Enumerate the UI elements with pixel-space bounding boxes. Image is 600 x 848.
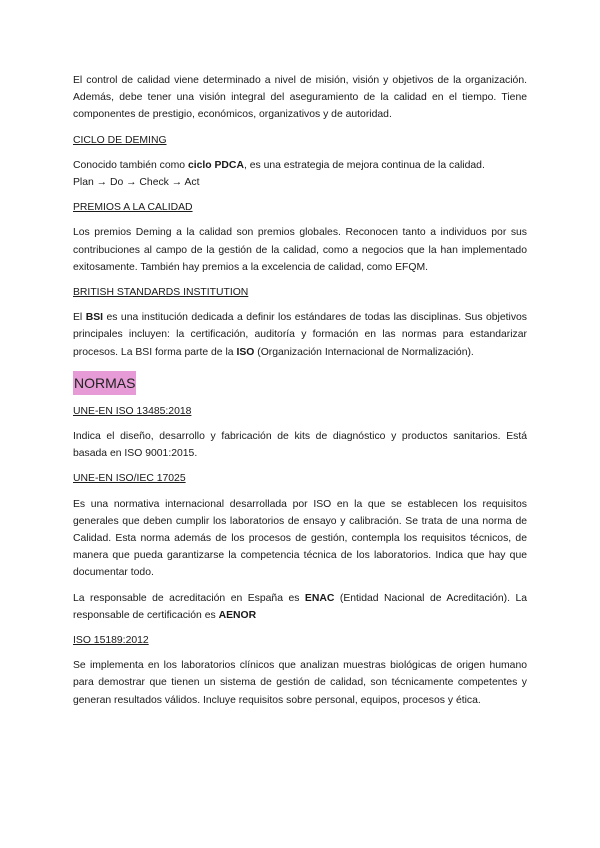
deming-paragraph: [73, 157, 527, 174]
iso-15189-paragraph: Se implementa en los laboratorios clínicos que analizan muestras biológicas de origen humano para demostrar que tienen un sistema de gestión de calidad, son técnicamente competentes y generan resultados válidos. Incluye requisitos sobre personal, equipos, procesos y ética.: [73, 660, 527, 706]
deming-text-before: Conocido también como: [73, 159, 188, 171]
acc-text-2: (Entidad Nacional de Acreditación). La responsable de certificación es: [73, 592, 527, 621]
normas-title-wrap: [73, 371, 527, 395]
bsi-bold-bsi: BSI: [85, 312, 104, 324]
bsi-paragraph: [73, 309, 527, 361]
iso-13485-paragraph: Indica el diseño, desarrollo y fabricación de kits de diagnóstico y productos sanitarios. Está basada en ISO 9001:2015.: [73, 431, 527, 460]
deming-bold-pdca: ciclo PDCA: [187, 159, 244, 171]
bsi-text-2: es una institución dedicada a definir los estándares de todas las disciplinas. Sus objetivos principales incluyen: la certificación, auditoría y formación en las normas para estandarizar procesos. La BSI forma parte de la: [73, 312, 527, 358]
premios-paragraph: Los premios Deming a la calidad son premios globales. Reconocen tanto a individuos por sus contribuciones al campo de la gestión de la calidad, como a negocios que la han implementado exitosamente. También hay premios a la excelencia de calidad, como EFQM.: [73, 227, 527, 273]
heading-iso-15189: ISO 15189:2012: [73, 635, 149, 647]
deming-text-after: , es una estrategia de mejora continua de la calidad.: [243, 159, 485, 171]
acc-bold-aenor: AENOR: [218, 609, 257, 621]
bsi-bold-iso: ISO: [236, 346, 255, 358]
iso-17025-paragraph: Es una normativa internacional desarrollada por ISO en la que se establecen los requisitos generales que deben cumplir los laboratorios de ensayo y calibración. Se trata de una norma de Calidad. Esta norma además de los procesos de gestión, contempla los requisitos técnicos, de manera que pueda garantizarse la competencia técnica de los laboratorios. Indica que hay que documentar todo.: [73, 498, 527, 579]
normas-title: NORMAS: [73, 371, 136, 395]
acc-bold-enac: ENAC: [304, 592, 335, 604]
acreditacion-paragraph: [73, 590, 527, 624]
bsi-text-3: (Organización Internacional de Normalización).: [254, 346, 474, 358]
heading-iso-13485: UNE-EN ISO 13485:2018: [73, 405, 192, 417]
heading-premios: PREMIOS A LA CALIDAD: [73, 202, 193, 214]
deming-cycle: Plan → Do → Check → Act: [73, 177, 200, 189]
bsi-text-1: El: [73, 312, 86, 324]
heading-iso-17025: UNE-EN ISO/IEC 17025: [73, 473, 186, 485]
acc-text-1: La responsable de acreditación en España es: [73, 592, 305, 604]
intro-paragraph: El control de calidad viene determinado a nivel de misión, visión y objetivos de la organización. Además, debe tener una visión integral del aseguramiento de la calidad en el tiempo. Tiene componentes de prestigio, económicos, organizativos y de autoridad.: [73, 75, 527, 121]
heading-bsi: BRITISH STANDARDS INSTITUTION: [73, 287, 249, 299]
heading-ciclo-deming: CICLO DE DEMING: [73, 134, 167, 146]
